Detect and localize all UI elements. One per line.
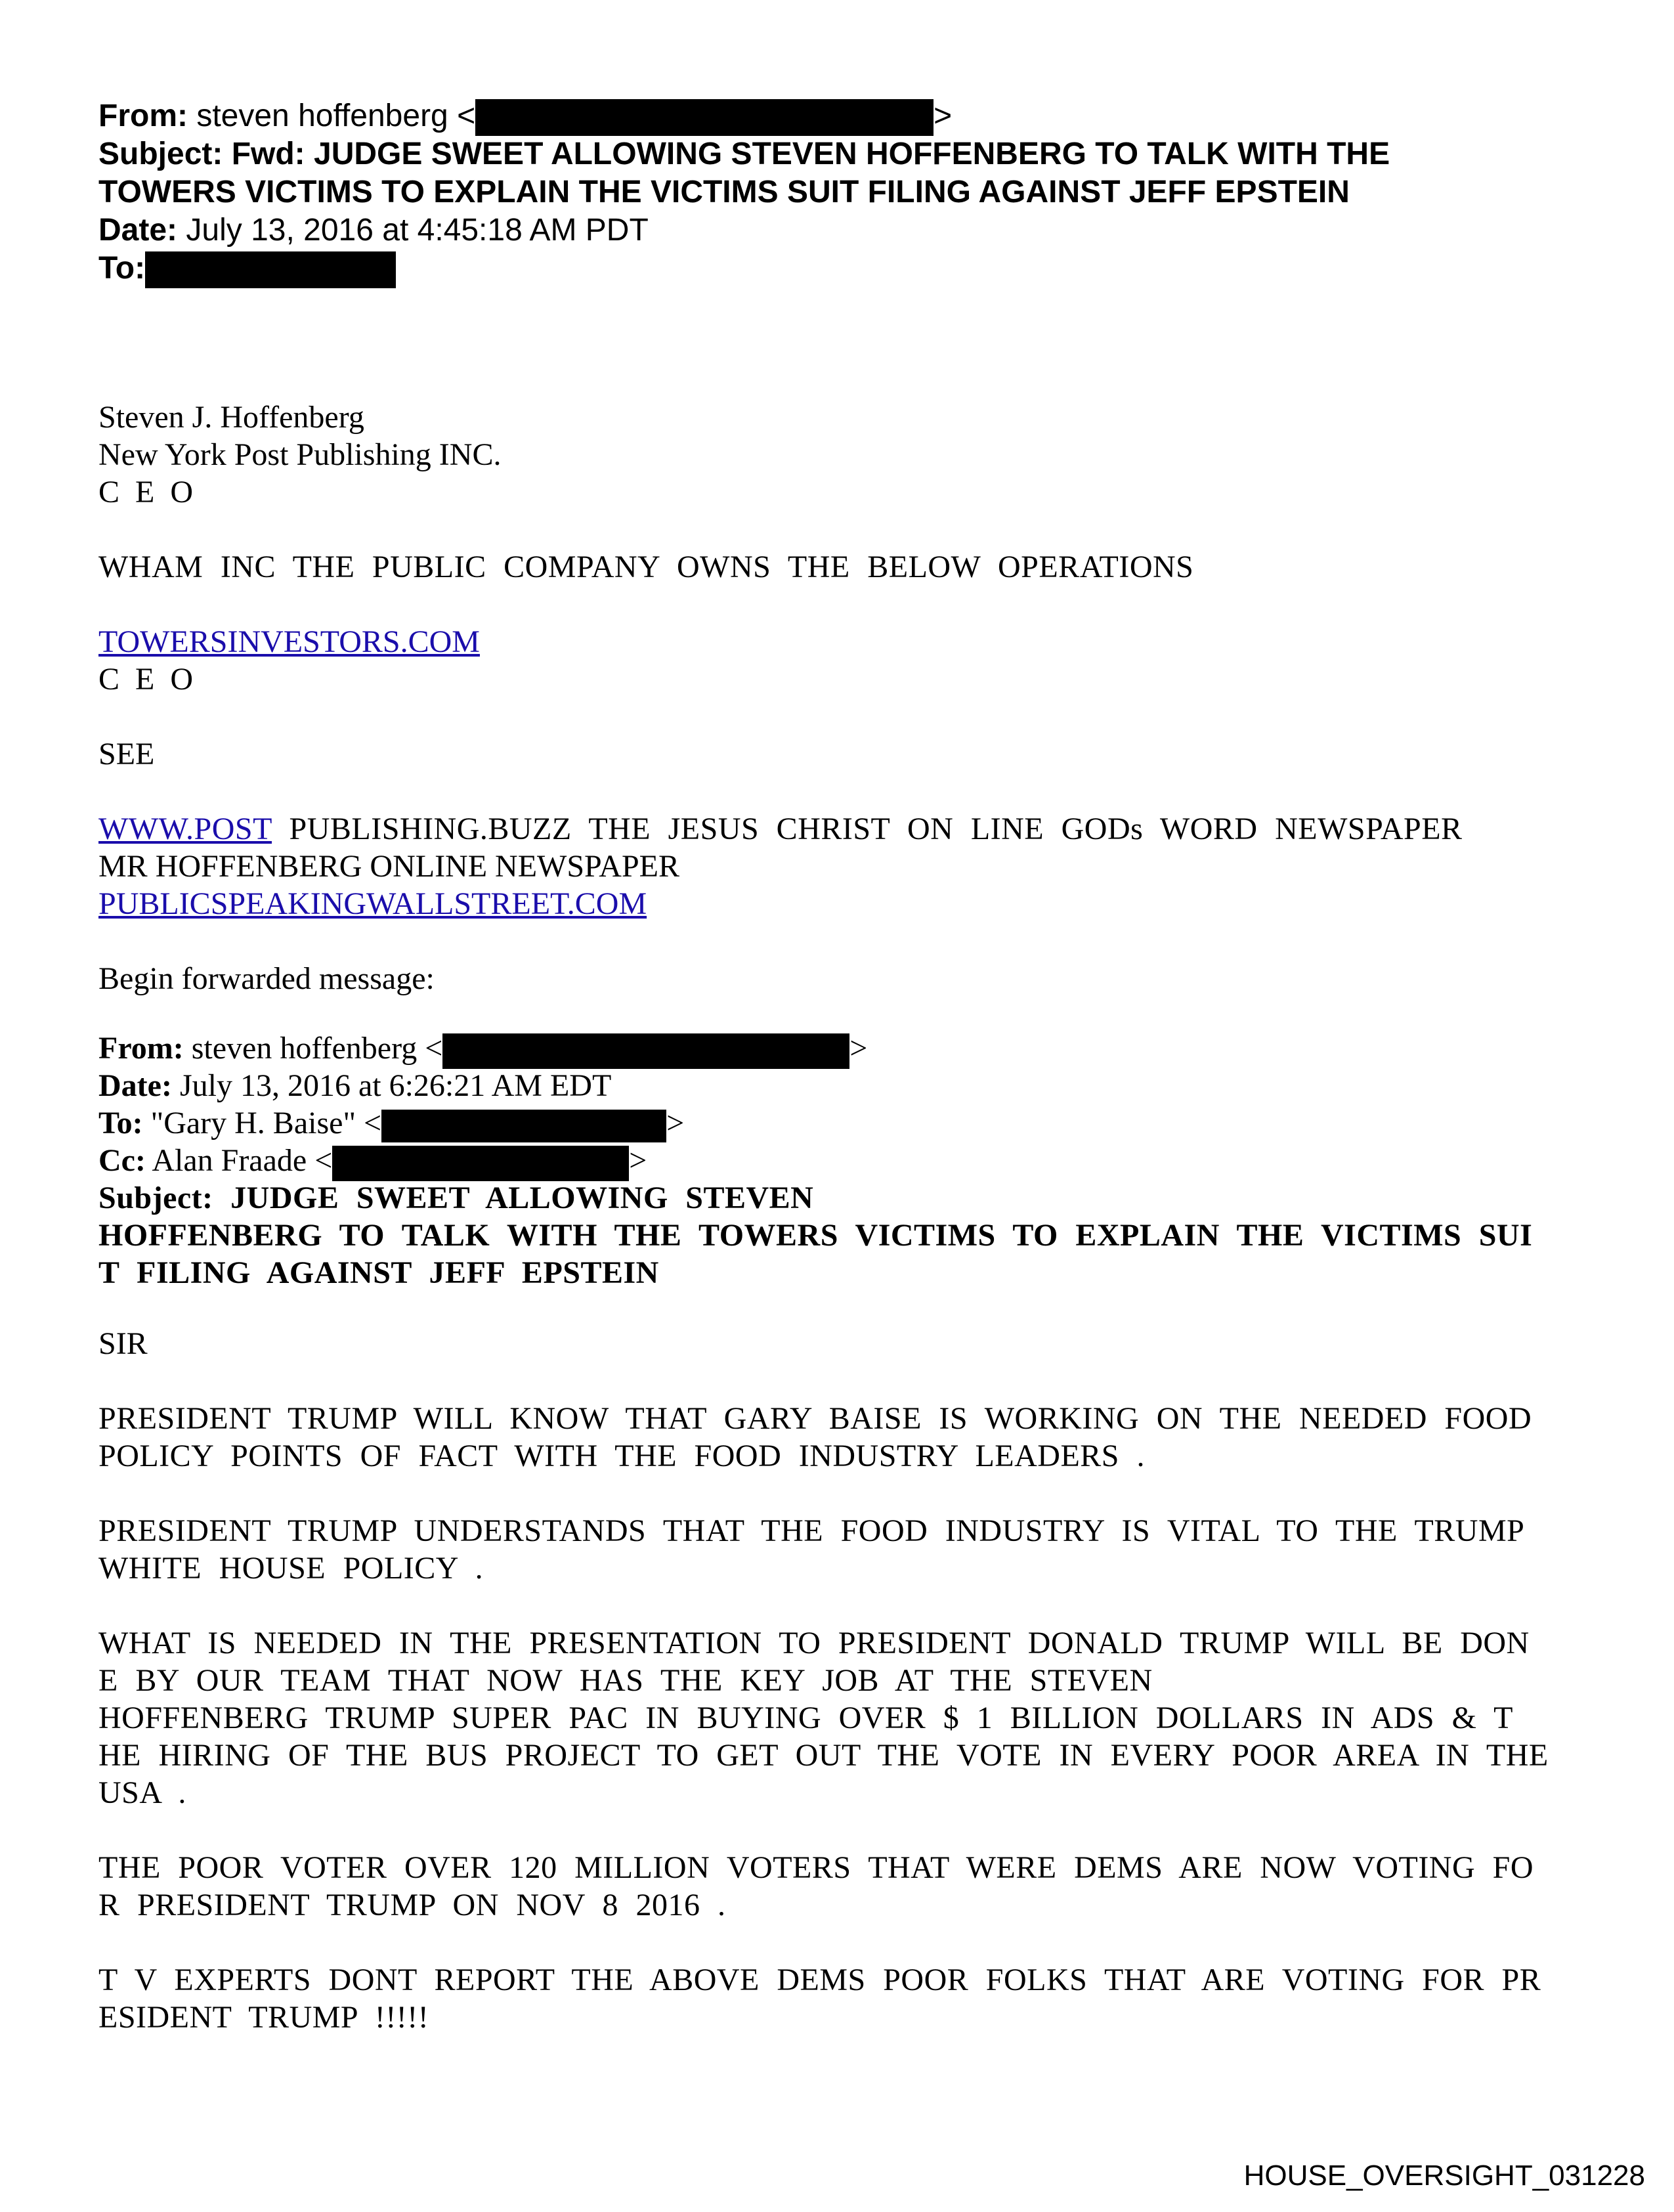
fwd-from-line: From: steven hoffenberg < >: [98, 1030, 867, 1069]
paragraph-1-line-1: PRESIDENT TRUMP WILL KNOW THAT GARY BAISE IS WORKING ON THE NEEDED FOOD: [98, 1401, 1532, 1436]
outer-subject-text-2: TOWERS VICTIMS TO EXPLAIN THE VICTIMS SUIT FILING AGAINST JEFF EPSTEIN: [98, 175, 1350, 209]
outer-to-line: [98, 249, 396, 288]
fwd-subject-text-2: HOFFENBERG TO TALK WITH THE TOWERS VICTIMS TO EXPLAIN THE VICTIMS SUI: [98, 1218, 1533, 1253]
signature-company: New York Post Publishing INC.: [98, 437, 502, 472]
public-speaking-link-line: [98, 885, 647, 922]
paragraph-4-line-2: R PRESIDENT TRUMP ON NOV 8 2016 .: [98, 1888, 726, 1922]
signature-name: Steven J. Hoffenberg: [98, 400, 364, 435]
fwd-cc-name: Alan Fraade: [152, 1143, 307, 1178]
outer-from-label: From:: [98, 98, 188, 133]
wham-line: WHAM INC THE PUBLIC COMPANY OWNS THE BELOW OPERATIONS: [98, 550, 1194, 584]
fwd-subject-line-2: [98, 1217, 1532, 1254]
redaction-bar: [332, 1146, 629, 1181]
forward-intro: Begin forwarded message:: [98, 961, 435, 996]
paragraph-3-line-5: USA .: [98, 1775, 186, 1810]
paragraph-4-line-1: THE POOR VOTER OVER 120 MILLION VOTERS THAT WERE DEMS ARE NOW VOTING FO: [98, 1850, 1534, 1885]
outer-date-line: [98, 211, 649, 249]
paragraph-5-line-2: ESIDENT TRUMP !!!!!: [98, 2000, 429, 2035]
post-line-text: PUBLISHING.BUZZ THE JESUS CHRIST ON LINE GODs WORD NEWSPAPER: [272, 812, 1463, 846]
fwd-subject-label: Subject:: [98, 1181, 213, 1215]
bates-number: HOUSE_OVERSIGHT_031228: [1243, 2159, 1645, 2192]
paragraph-3-line-4: HE HIRING OF THE BUS PROJECT TO GET OUT THE VOTE IN EVERY POOR AREA IN THE: [98, 1738, 1549, 1773]
signature-title: C E O: [98, 475, 193, 510]
redaction-bar: [381, 1110, 666, 1142]
fwd-cc-label: Cc:: [98, 1143, 146, 1178]
fwd-cc-line: Cc: Alan Fraade < >: [98, 1142, 647, 1181]
redaction-bar: [442, 1033, 849, 1069]
public-speaking-link[interactable]: PUBLICSPEAKINGWALLSTREET.COM: [98, 886, 647, 921]
fwd-to-line: To: "Gary H. Baise" < >: [98, 1104, 684, 1142]
paragraph-3-line-1: WHAT IS NEEDED IN THE PRESENTATION TO PRESIDENT DONALD TRUMP WILL BE DON: [98, 1626, 1530, 1660]
redaction-bar: [145, 251, 396, 288]
outer-subject-text-1: Fwd: JUDGE SWEET ALLOWING STEVEN HOFFENBERG TO TALK WITH THE: [231, 137, 1390, 171]
salutation: SIR: [98, 1326, 148, 1361]
fwd-subject-line-1: [98, 1179, 813, 1217]
fwd-date-label: Date:: [98, 1068, 172, 1103]
redaction-bar: [475, 99, 934, 136]
fwd-subject-text-3: T FILING AGAINST JEFF EPSTEIN: [98, 1255, 659, 1290]
outer-date-value: July 13, 2016 at 4:45:18 AM PDT: [186, 213, 649, 248]
fwd-to-label: To:: [98, 1106, 143, 1140]
see-line: SEE: [98, 737, 155, 771]
paragraph-5-line-1: T V EXPERTS DONT REPORT THE ABOVE DEMS POOR FOLKS THAT ARE VOTING FOR PR: [98, 1963, 1541, 1997]
fwd-to-name: "Gary H. Baise": [150, 1106, 356, 1140]
outer-subject-line-1: [98, 135, 1390, 173]
outer-from-line: From: steven hoffenberg < >: [98, 97, 952, 136]
fwd-subject-line-3: [98, 1254, 659, 1291]
signature-title-2: C E O: [98, 662, 193, 697]
outer-to-label: To:: [98, 251, 146, 286]
paragraph-1-line-2: POLICY POINTS OF FACT WITH THE FOOD INDUSTRY LEADERS .: [98, 1439, 1145, 1473]
paragraph-2-line-1: PRESIDENT TRUMP UNDERSTANDS THAT THE FOOD INDUSTRY IS VITAL TO THE TRUMP: [98, 1513, 1525, 1548]
outer-date-label: Date:: [98, 213, 178, 248]
outer-subject-line-2: [98, 173, 1350, 211]
paragraph-3-line-2: E BY OUR TEAM THAT NOW HAS THE KEY JOB AT THE STEVEN: [98, 1663, 1153, 1698]
online-newspaper-line: MR HOFFENBERG ONLINE NEWSPAPER: [98, 849, 679, 884]
www-post-link[interactable]: WWW.POST: [98, 812, 272, 846]
paragraph-2-line-2: WHITE HOUSE POLICY .: [98, 1551, 484, 1586]
outer-subject-label: Subject:: [98, 137, 223, 171]
fwd-from-name: steven hoffenberg: [191, 1031, 418, 1066]
towers-link-line: [98, 623, 480, 661]
towers-investors-link[interactable]: TOWERSINVESTORS.COM: [98, 624, 480, 659]
outer-from-name: steven hoffenberg: [196, 98, 448, 133]
fwd-subject-text-1: JUDGE SWEET ALLOWING STEVEN: [230, 1181, 814, 1215]
fwd-date-value: July 13, 2016 at 6:26:21 AM EDT: [179, 1068, 612, 1103]
fwd-from-label: From:: [98, 1031, 184, 1066]
paragraph-3-line-3: HOFFENBERG TRUMP SUPER PAC IN BUYING OVER $ 1 BILLION DOLLARS IN ADS & T: [98, 1701, 1513, 1735]
post-publishing-line: [98, 810, 1463, 848]
fwd-date-line: [98, 1067, 611, 1104]
